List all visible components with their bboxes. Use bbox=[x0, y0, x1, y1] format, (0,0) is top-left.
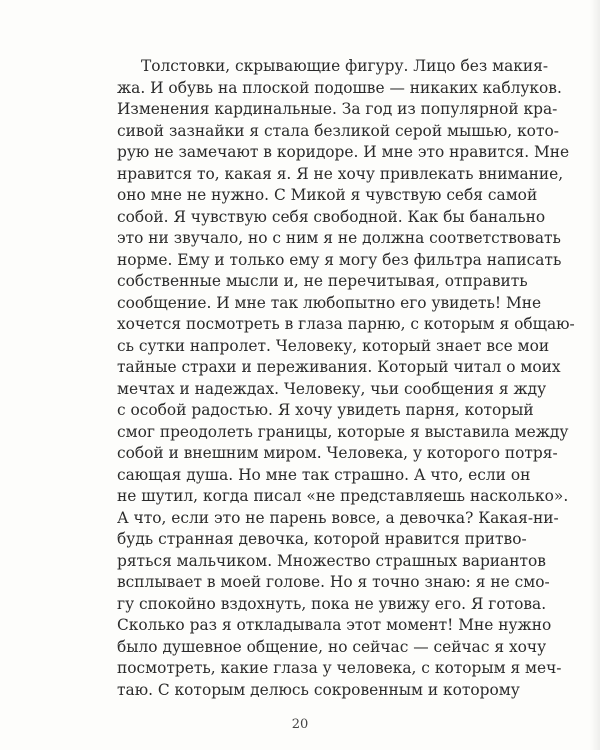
text-line: гу спокойно вздохнуть, пока не увижу его. Я готова. bbox=[117, 594, 547, 613]
text-line: не шутил, когда писал «не представляешь насколько». bbox=[117, 487, 569, 505]
text-line: будь странная девочка, которой нравится притво- bbox=[117, 530, 527, 548]
text-line: Изменения кардинальные. За год из популярной кра- bbox=[117, 100, 558, 118]
text-line: хочется посмотреть в глаза парню, с которым я общаю- bbox=[117, 315, 575, 333]
text-line: собой и внешним миром. Человека, у которого потря- bbox=[117, 444, 558, 462]
text-line: с особой радостью. Я хочу увидеть парня, который bbox=[117, 401, 534, 419]
text-line: посмотреть, какие глаза у человека, с которым я меч- bbox=[117, 659, 562, 677]
page-edge-shadow bbox=[590, 0, 600, 750]
text-line: рую не замечают в коридоре. И мне это нравится. Мне bbox=[117, 143, 570, 161]
text-line: сь сутки напролет. Человеку, который знает все мои bbox=[117, 336, 550, 355]
text-line: собой. Я чувствую себя свободной. Как бы банально bbox=[117, 207, 546, 226]
text-line: сивой зазнайки я стала безликой серой мышью, кото- bbox=[117, 121, 559, 140]
text-line: было душевное общение, но сейчас — сейчас я хочу bbox=[117, 637, 547, 656]
text-line: оно мне не нужно. С Микой я чувствую себя самой bbox=[117, 186, 538, 204]
text-line: это ни звучало, но с ним я не должна соответствовать bbox=[117, 229, 561, 247]
text-line: смог преодолеть границы, которые я выставила между bbox=[117, 422, 569, 441]
text-line: тайные страхи и переживания. Который читал о моих bbox=[117, 358, 561, 376]
text-line: норме. Ему и только ему я могу без фильтра написать bbox=[117, 250, 562, 269]
text-line: жа. И обувь на плоской подошве — никаких каблуков. bbox=[117, 78, 562, 97]
text-line: собственные мысли и, не перечитывая, отправить bbox=[117, 272, 528, 290]
page-number: 20 bbox=[291, 717, 309, 732]
text-line: Сколько раз я откладывала этот момент! Мне нужно bbox=[117, 616, 552, 634]
text-line: Толстовки, скрывающие фигуру. Лицо без макия- bbox=[141, 57, 549, 75]
text-line: таю. С которым делюсь сокровенным и которому bbox=[117, 680, 520, 699]
text-line: мечтах и надеждах. Человеку, чьи сообщения я жду bbox=[117, 379, 547, 398]
text-line: сающая душа. Но мне так страшно. А что, если он bbox=[117, 465, 531, 484]
text-line: нравится то, какая я. Я не хочу привлекать внимание, bbox=[117, 164, 564, 183]
text-line: ряться мальчиком. Множество страшных вариантов bbox=[117, 551, 546, 570]
text-line: всплывает в моей голове. Но я точно знаю: я не смо- bbox=[117, 573, 550, 591]
text-line: сообщение. И мне так любопытно его увидеть! Мне bbox=[117, 293, 542, 312]
text-line: А что, если это не парень вовсе, а девочка? Какая-ни- bbox=[117, 508, 559, 527]
